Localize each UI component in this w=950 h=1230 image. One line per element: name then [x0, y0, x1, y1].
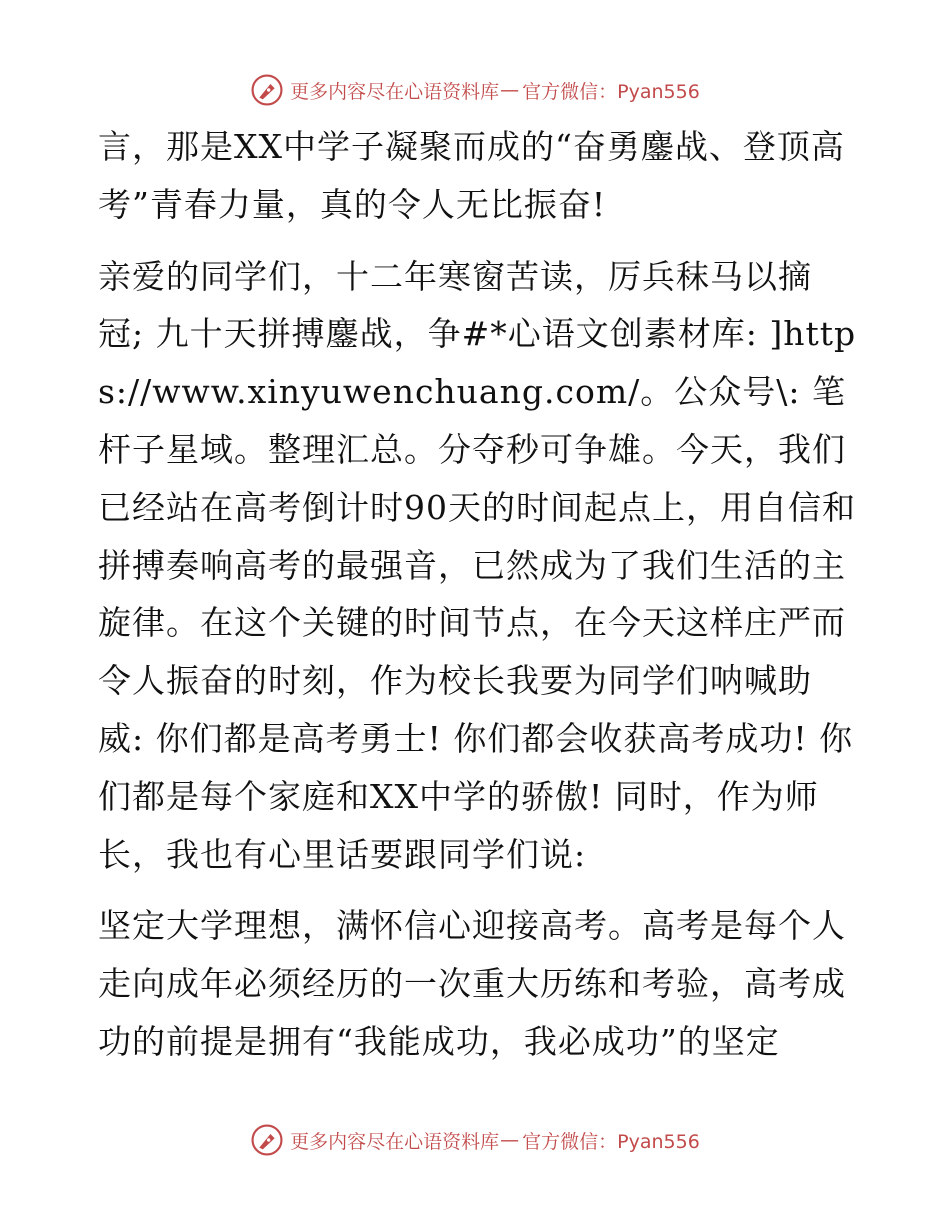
paragraph-3: 坚定大学理想，满怀信心迎接高考。高考是每个人走向成年必须经历的一次重大历练和考验，高考成功的前提是拥有“我能成功，我必成功”的坚定 — [98, 906, 846, 1061]
watermark-header — [0, 70, 950, 110]
watermark-contact: 官方微信：Pyan556 — [522, 1130, 700, 1153]
watermark-site-name: 更多内容尽在心语资料库 — [290, 80, 500, 103]
watermark-separator: — — [500, 1129, 520, 1151]
watermark-footer — [0, 1120, 950, 1160]
paragraph-2: 亲爱的同学们，十二年寒窗苦读，厉兵秣马以摘冠; 九十天拼搏鏖战，争#*心语文创素材库: ]https://www.xinyuwenchuang.com/。公众号\: 笔杆子星域。整理汇总。分夺秒可争雄。今天，我们已经站在高考倒计时90天的时间起点上，用自信和拼搏奏响高考的最强音，已然成为了我们生活的主旋律。在这个关键的时间节点，在今天这样庄严而令人振奋的时刻，作为校长我要为同学们呐喊助威: 你们都是高考勇士! 你们都会收获高考成功! 你们都是每个家庭和XX中学的骄傲! 同时，作为师长，我也有心里话要跟同学们说: — [98, 256, 857, 874]
pen-nib-logo-icon — [250, 1123, 284, 1157]
pen-nib-logo-icon — [250, 73, 284, 107]
watermark-site-name: 更多内容尽在心语资料库 — [290, 1130, 500, 1153]
watermark-separator: — — [500, 79, 520, 101]
document-body — [98, 118, 858, 1071]
paragraph-1: 言，那是XX中学子凝聚而成的“奋勇鏖战、登顶高考”青春力量，真的令人无比振奋! — [98, 127, 845, 224]
watermark-contact: 官方微信：Pyan556 — [522, 80, 700, 103]
